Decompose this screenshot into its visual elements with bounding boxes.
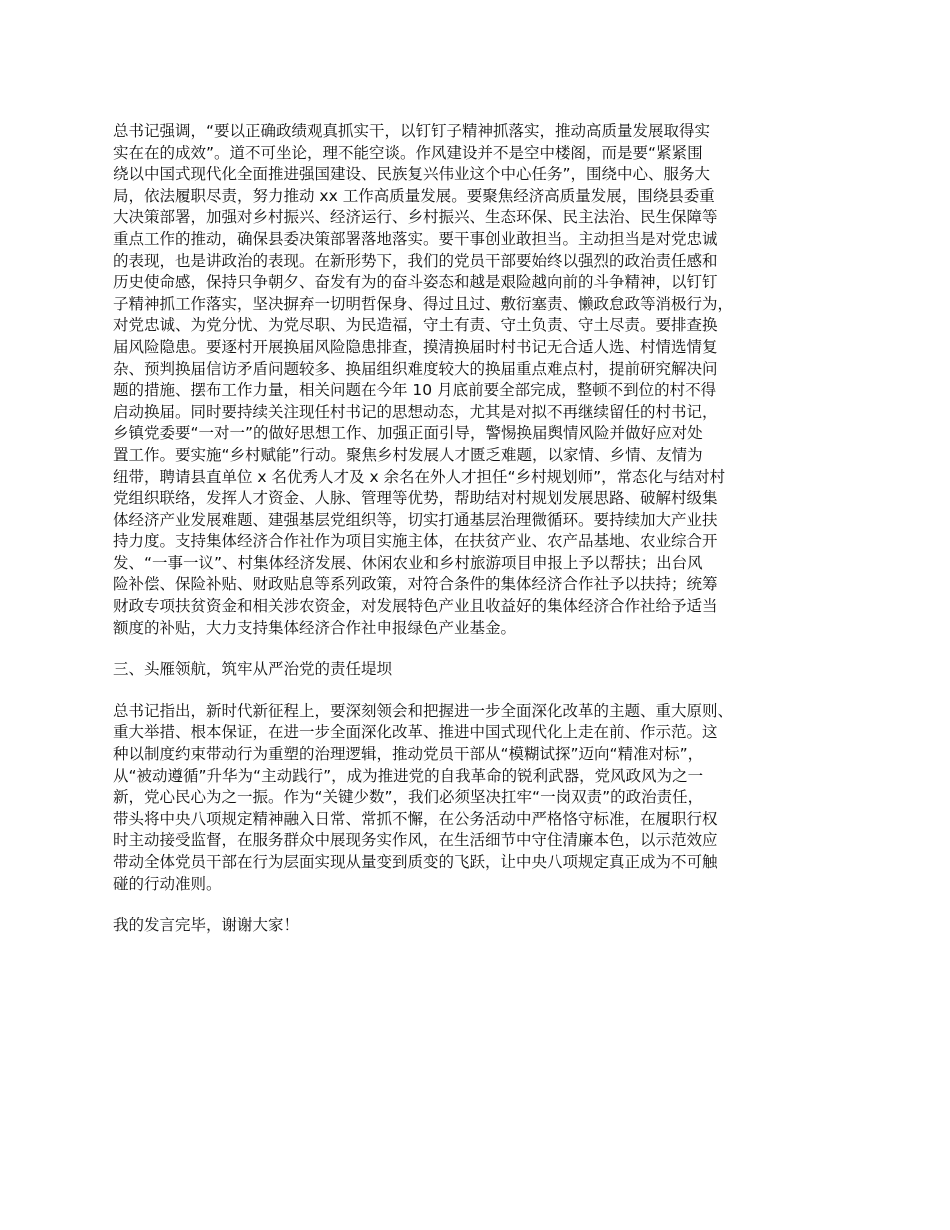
text-line: 局，依法履职尽责，努力推动 xx 工作高质量发展。要聚焦经济高质量发展，围绕县委重: [113, 186, 715, 205]
text-line: 持力度。支持集体经济合作社作为项目实施主体，在扶贫产业、农产品基地、农业综合开: [113, 532, 718, 551]
text-line: 碰的行动准则。: [113, 874, 222, 893]
text-line: 重大举措、根本保证，在进一步全面深化改革、推进中国式现代化上走在前、作示范。这: [113, 723, 718, 742]
text-line: 财政专项扶贫资金和相关涉农资金，对发展特色产业且收益好的集体经济合作社给予适当: [113, 597, 718, 616]
text-line: 乡镇党委要“一对一”的做好思想工作、加强正面引导，警惕换届舆情风险并做好应对处: [113, 424, 703, 443]
text-line: 种以制度约束带动行为重塑的治理逻辑，推动党员干部从“模糊试探”迈向“精准对标”，: [113, 745, 704, 764]
text-line: 绕以中国式现代化全面推进强国建设、民族复兴伟业这个中心任务”，围绕中心、服务大: [113, 165, 711, 184]
text-line: 发、“一事一议”、村集体经济发展、休闲农业和乡村旅游项目申报上予以帮扶；出台风: [113, 553, 703, 572]
text-line: 带动全体党员干部在行为层面实现从量变到质变的飞跃，让中央八项规定真正成为不可触: [113, 853, 718, 871]
text-line: 险补偿、保险补贴、财政贴息等系列政策，对符合条件的集体经济合作社予以扶持；统筹: [113, 575, 718, 594]
text-line: 体经济产业发展难题、建强基层党组织等，切实打通基层治理微循环。要持续加大产业扶: [113, 510, 718, 529]
document-page: [113, 121, 858, 937]
text-line: 置工作。要实施“乡村赋能”行动。聚焦乡村发展人才匮乏难题，以家情、乡情、友情为: [113, 445, 703, 464]
text-line: 总书记指出，新时代新征程上，要深刻领会和把握进一步全面深化改革的主题、重大原则、: [113, 701, 734, 720]
text-line: 题的措施、摆布工作力量，相关问题在今年 10 月底前要全部完成，整顿不到位的村不得: [113, 381, 717, 400]
text-line: 启动换届。同时要持续关注现任村书记的思想动态，尤其是对拟不再继续留任的村书记，: [113, 402, 718, 421]
text-line: 杂、预判换届信访矛盾问题较多、换届组织难度较大的换届重点难点村，提前研究解决问: [113, 359, 718, 378]
text-line: 纽带，聘请县直单位 x 名优秀人才及 x 余名在外人才担任“乡村规划师”，常态化与结对村: [113, 467, 726, 486]
text-line: 重点工作的推动，确保县委决策部署落地落实。要干事创业敢担当。主动担当是对党忠诚: [113, 229, 718, 248]
text-line: 的表现，也是讲政治的表现。在新形势下，我们的党员干部要始终以强烈的政治责任感和: [113, 251, 718, 270]
text-line: 额度的补贴，大力支持集体经济合作社申报绿色产业基金。: [113, 618, 517, 637]
section-3-heading: 三、头雁领航，筑牢从严治党的责任堤坝: [113, 660, 393, 679]
paragraph-1: [113, 121, 858, 639]
text-line: 届风险隐患。要逐村开展换届风险隐患排查，摸清换届时村书记无合适人选、村情选情复: [113, 337, 718, 356]
paragraph-2: [113, 701, 858, 895]
text-line: 历史使命感，保持只争朝夕、奋发有为的奋斗姿态和越是艰险越向前的斗争精神，以钉钉: [113, 273, 718, 292]
text-line: 子精神抓工作落实，坚决摒弃一切明哲保身、得过且过、敷衍塞责、懒政怠政等消极行为，: [113, 294, 734, 313]
text-line: 时主动接受监督，在服务群众中展现务实作风，在生活细节中守住清廉本色，以示范效应: [113, 831, 718, 850]
closing-remark: 我的发言完毕，谢谢大家！: [113, 916, 300, 935]
text-line: 大决策部署，加强对乡村振兴、经济运行、乡村振兴、生态环保、民主法治、民生保障等: [113, 208, 718, 227]
text-line: 对党忠诚、为党分忧、为党尽职、为民造福，守土有责、守土负责、守土尽责。要排查换: [113, 316, 718, 335]
text-line: 实在在的成效”。道不可坐论，理不能空谈。作风建设并不是空中楼阁，而是要“紧紧围: [113, 143, 703, 162]
text-line: 新，党心民心为之一振。作为“关键少数”，我们必须坚决扛牢“一岗双责”的政治责任，: [113, 788, 704, 807]
text-line: 总书记强调，“要以正确政绩观真抓实干，以钉钉子精神抓落实，推动高质量发展取得实: [113, 122, 711, 140]
text-line: 党组织联络，发挥人才资金、人脉、管理等优势，帮助结对村规划发展思路、破解村级集: [113, 489, 718, 508]
text-line: 带头将中央八项规定精神融入日常、常抓不懈，在公务活动中严格恪守标准，在履职行权: [113, 809, 718, 828]
text-line: 从“被动遵循”升华为“主动践行”，成为推进党的自我革命的锐利武器，党风政风为之一: [113, 766, 704, 785]
